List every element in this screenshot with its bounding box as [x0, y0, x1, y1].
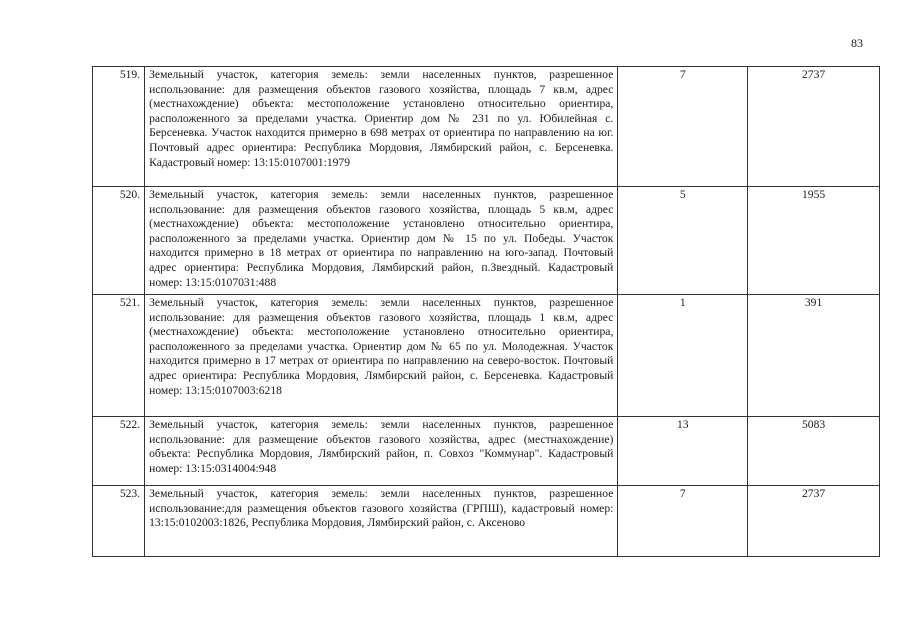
table-row	[93, 295, 880, 417]
plot-description-text: Земельный участок, категория земель: земли населенных пунктов, разрешенное использование: для размещения объектов газового хозяйства, площадь 7 кв.м, адрес (местнахождение) объекта: местоположение установлено относительно ориентира, расположенного за пределами участка. Ориентир дом № 231 по ул. Юбилейная с. Берсеневка. Участок находится примерно в 698 метрах от ориентира по направлению на юг. Почтовый адрес ориентира: Республика Мордовия, Лямбирский район, с. Берсеневка. Кадастровый номер: 13:15:0107001:1979	[149, 68, 614, 169]
page-number: 83	[851, 36, 863, 50]
plot-area: 7	[618, 486, 748, 557]
plot-value: 2737	[748, 486, 880, 557]
plot-description-text: Земельный участок, категория земель: земли населенных пунктов, разрешенное использование: для размещения объектов газового хозяйства, площадь 5 кв.м, адрес (местнахождение) объекта: местоположение установлено относительно ориентира, расположенного за пределами участка. Ориентир дом № 15 по ул. Победы. Участок находится примерно в 18 метрах от ориентира по направлению на юго-запад. Почтовый адрес ориентира: Республика Мордовия, Лямбирский район, п.Звездный. Кадастровый номер: 13:15:0107031:488	[149, 188, 614, 289]
plot-description	[145, 67, 618, 187]
plot-value: 5083	[748, 417, 880, 486]
row-number: 520.	[93, 187, 145, 295]
plot-description	[145, 295, 618, 417]
table-row	[93, 486, 880, 557]
row-number: 523.	[93, 486, 145, 557]
table-row	[93, 417, 880, 486]
plot-description	[145, 486, 618, 557]
plot-description	[145, 187, 618, 295]
plot-value: 391	[748, 295, 880, 417]
row-number: 519.	[93, 67, 145, 187]
plot-value: 1955	[748, 187, 880, 295]
row-number: 522.	[93, 417, 145, 486]
table-row	[93, 67, 880, 187]
row-number: 521.	[93, 295, 145, 417]
plot-description	[145, 417, 618, 486]
plot-description-text: Земельный участок, категория земель: земли населенных пунктов, разрешенное использование: для размещение объектов газового хозяйства, адрес (местнахождение) объекта: Республика Мордовия, Лямбирский район, п. Совхоз "Коммунар". Кадастровый номер: 13:15:0314004:948	[149, 418, 614, 475]
plot-value: 2737	[748, 67, 880, 187]
table-row	[93, 187, 880, 295]
plot-area: 5	[618, 187, 748, 295]
plot-area: 7	[618, 67, 748, 187]
plot-description-text: Земельный участок, категория земель: земли населенных пунктов, разрешенное использование:для размещения объектов газового хозяйства (ГРПШ), кадастровый номер: 13:15:0102003:1826, Республика Мордовия, Лямбирский район, с. Аксеново	[149, 487, 614, 530]
plot-description-text: Земельный участок, категория земель: земли населенных пунктов, разрешенное использование: для размещения объектов газового хозяйства, площадь 1 кв.м, адрес (местнахождение) объекта: местоположение установлено относительно ориентира, расположенного за пределами участка. Ориентир дом № 65 по ул. Молодежная. Участок находится примерно в 17 метрах от ориентира по направлению на северо-восток. Почтовый адрес ориентира: Республика Мордовия, Лямбирский район, с. Берсеневка. Кадастровый номер: 13:15:0107003:6218	[149, 296, 614, 397]
plot-area: 13	[618, 417, 748, 486]
plot-area: 1	[618, 295, 748, 417]
land-plots-table	[92, 66, 880, 557]
